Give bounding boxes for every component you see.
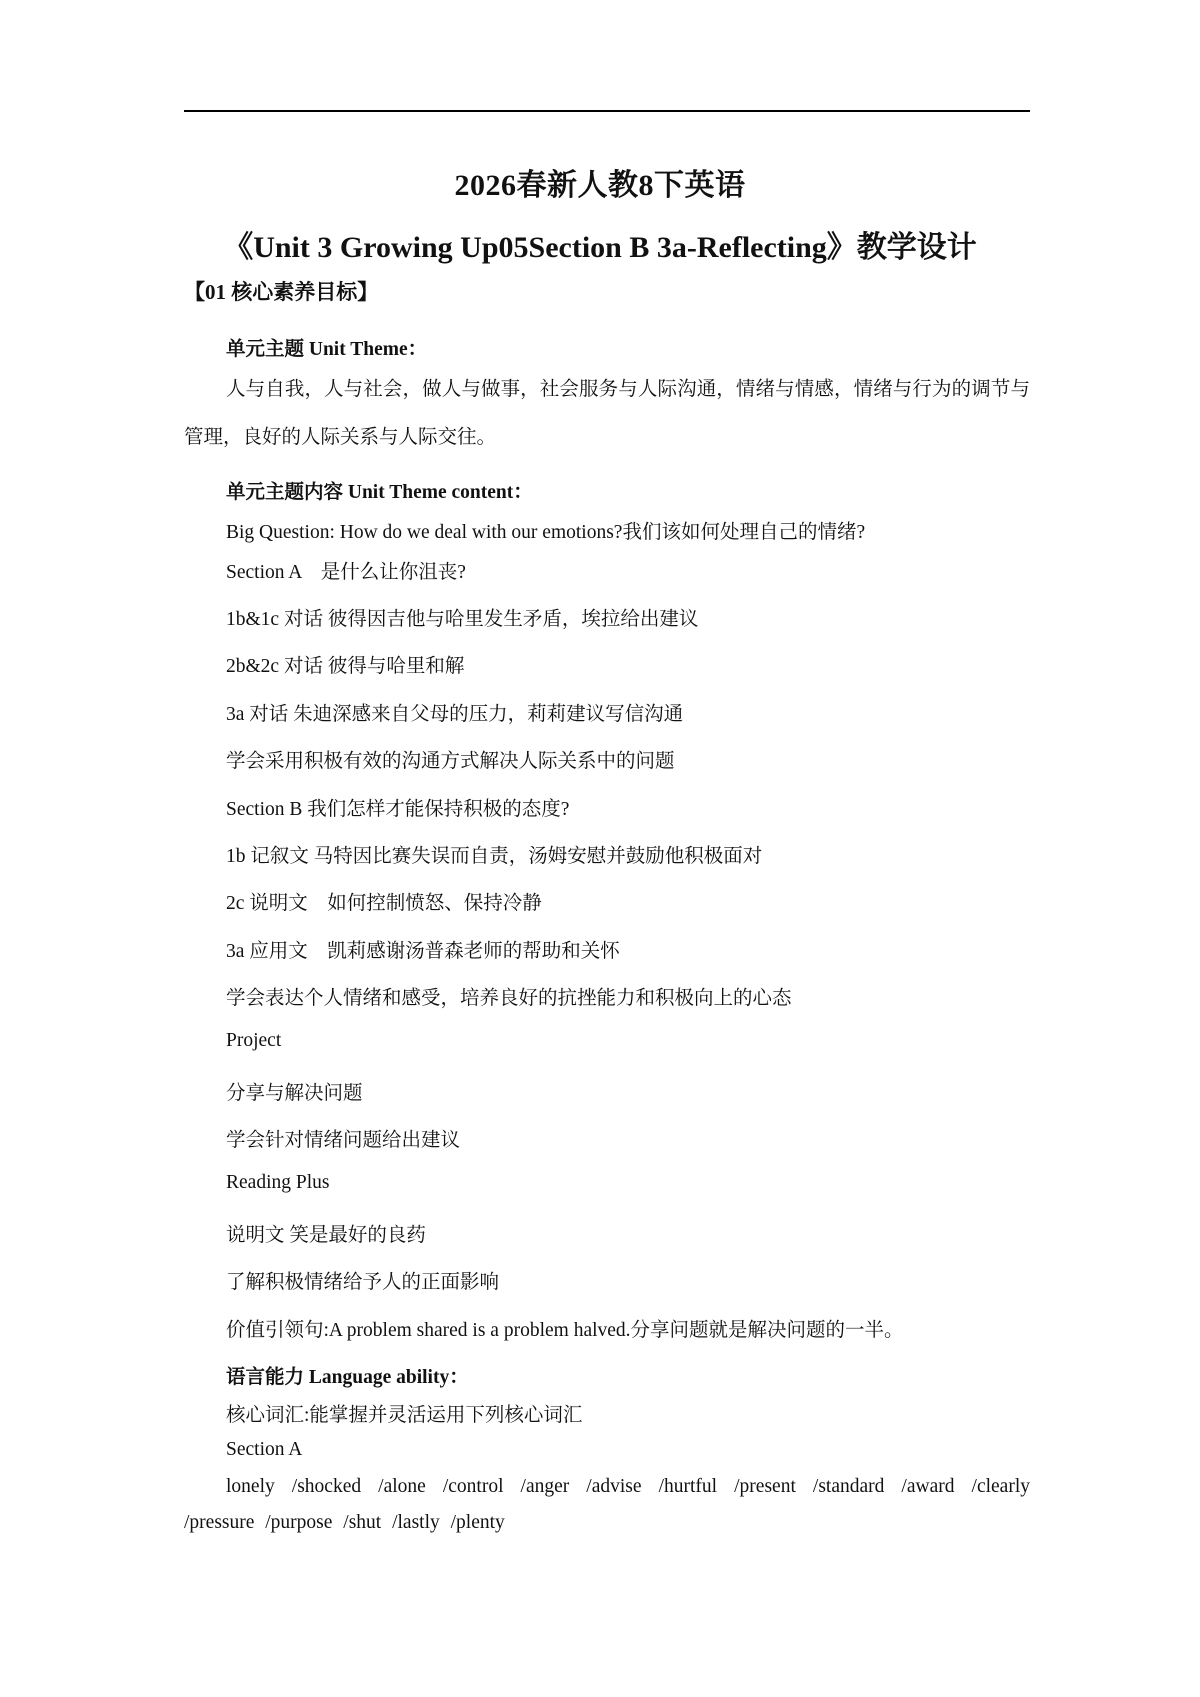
content-line: 3a 应用文 凯莉感谢汤普森老师的帮助和关怀 — [226, 941, 620, 962]
content-line: 学会采用积极有效的沟通方式解决人际关系中的问题 — [226, 751, 675, 772]
unit-theme-label: 单元主题 Unit Theme： — [226, 339, 428, 360]
content-line: 1b&1c 对话 彼得因吉他与哈里发生矛盾，埃拉给出建议 — [226, 609, 699, 630]
content-line: 了解积极情绪给予人的正面影响 — [226, 1272, 500, 1293]
vocab-intro: 核心词汇:能掌握并灵活运用下列核心词汇 — [226, 1405, 583, 1426]
header-rule — [184, 110, 1030, 112]
content-line: 学会表达个人情绪和感受，培养良好的抗挫能力和积极向上的心态 — [226, 988, 792, 1009]
content-line: 2b&2c 对话 彼得与哈里和解 — [226, 656, 465, 677]
document-subtitle: 《Unit 3 Growing Up05Section B 3a-Reflecting》教学设计 — [223, 231, 977, 264]
language-ability-label: 语言能力 Language ability： — [226, 1367, 469, 1388]
content-line: 说明文 笑是最好的良药 — [226, 1225, 426, 1246]
content-line: Reading Plus — [226, 1172, 330, 1193]
content-line: Project — [226, 1030, 282, 1051]
vocab-word-list: lonely /shocked /alone /control /anger /advise /hurtful /present /standard /award /clearly /pressure /purpose /shut /lastly /plenty — [184, 1476, 1030, 1533]
unit-theme-text: 人与自我，人与社会，做人与做事，社会服务与人际沟通，情绪与情感，情绪与行为的调节与管理，良好的人际关系与人际交往。 — [184, 379, 1030, 448]
content-line: 2c 说明文 如何控制愤怒、保持冷静 — [226, 893, 542, 914]
content-line: 3a 对话 朱迪深感来自父母的压力，莉莉建议写信沟通 — [226, 704, 684, 725]
content-line: 分享与解决问题 — [226, 1083, 363, 1104]
content-line: Section A 是什么让你沮丧? — [226, 562, 466, 583]
value-sentence: 价值引领句:A problem shared is a problem halved.分享问题就是解决问题的一半。 — [226, 1320, 904, 1341]
section-heading: 【01 核心素养目标】 — [184, 280, 379, 304]
content-line: Section B 我们怎样才能保持积极的态度? — [226, 799, 570, 820]
vocab-section-label: Section A — [226, 1439, 303, 1460]
content-line: Big Question: How do we deal with our emotions?我们该如何处理自己的情绪? — [226, 522, 866, 543]
content-line: 学会针对情绪问题给出建议 — [226, 1130, 461, 1151]
document-title: 2026春新人教8下英语 — [454, 169, 746, 202]
theme-content-label: 单元主题内容 Unit Theme content： — [226, 482, 533, 503]
content-line: 1b 记叙文 马特因比赛失误而自责，汤姆安慰并鼓励他积极面对 — [226, 846, 763, 867]
